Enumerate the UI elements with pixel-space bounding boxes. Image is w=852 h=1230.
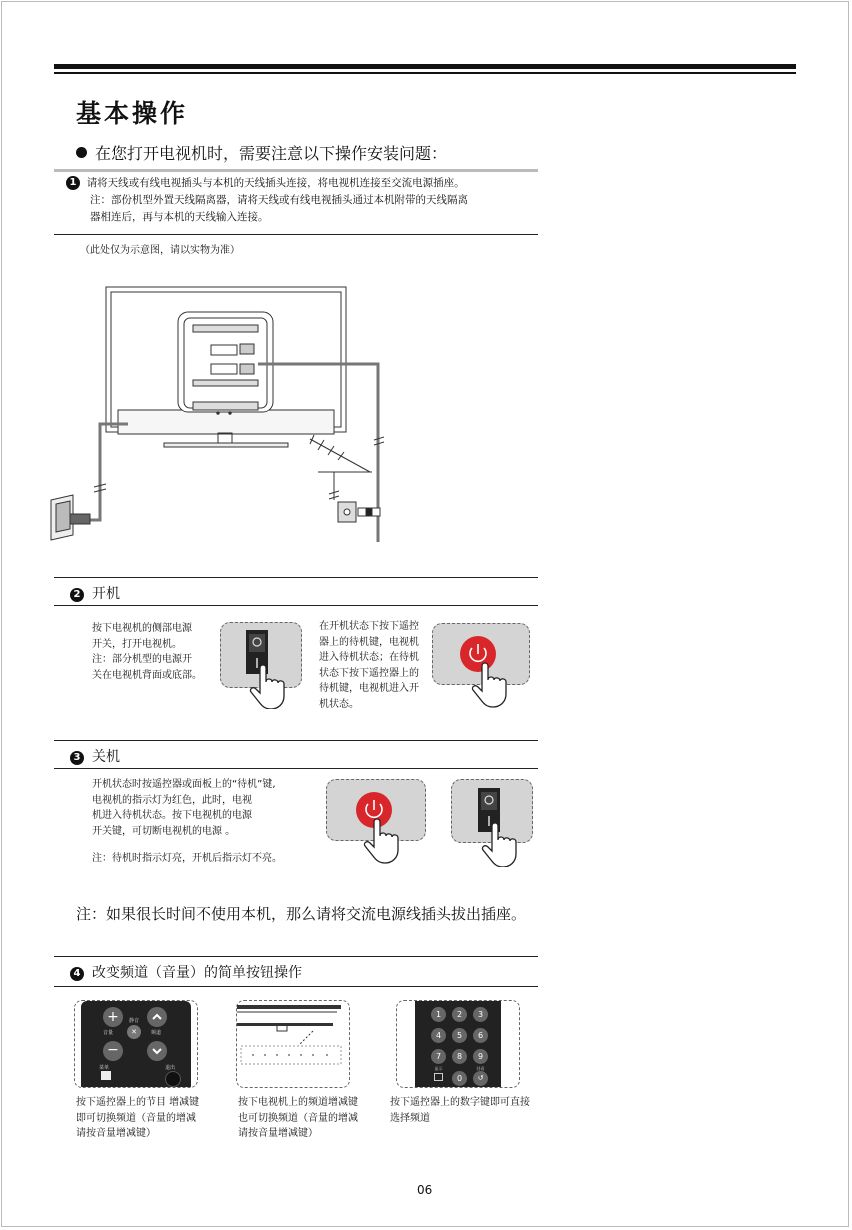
- caption-line: 按下遥控器上的节目 增减键: [76, 1097, 200, 1108]
- step2-left-text: [92, 621, 202, 683]
- caption-numpad: [390, 1095, 530, 1126]
- intro-text: [76, 141, 447, 164]
- page-title: 基本操作: [76, 99, 189, 128]
- tv-back-icon: [106, 287, 346, 447]
- step3-line: 开关键，可切断电视机的电源 。: [92, 825, 236, 837]
- caption-line: 选择频道: [390, 1112, 430, 1124]
- mute-icon: ✕: [127, 1025, 141, 1039]
- caption-tv-panel: [238, 1095, 358, 1142]
- step3-heading: [70, 746, 120, 766]
- step2-right-line: 器上的待机键，电视机: [319, 636, 419, 648]
- header-rule-thick: [54, 64, 796, 69]
- step2-left-line: 按下电视机的侧部电源: [92, 623, 192, 634]
- numpad-key: 7: [431, 1049, 446, 1064]
- numpad-key: 1: [431, 1007, 446, 1022]
- step2-right-line: 状态下按下遥控器上的: [319, 667, 419, 679]
- ch-label: 频道: [151, 1030, 162, 1036]
- step2-right-text: [319, 619, 419, 712]
- step3-bottom-rule: [54, 768, 538, 769]
- step1-block: [66, 175, 468, 226]
- numpad-grid: [431, 1007, 501, 1086]
- numpad-key: 2: [452, 1007, 467, 1022]
- numpad-key: 4: [431, 1028, 446, 1043]
- menu-label: 菜单: [99, 1065, 110, 1071]
- menu-icon: [101, 1071, 111, 1080]
- step2-right-line: 机状态。: [319, 698, 359, 710]
- step2-right-line: 在开机状态下按下遥控: [319, 621, 419, 632]
- step1-top-rule: [54, 169, 538, 172]
- tv-panel-keys: [236, 1000, 350, 1088]
- step1-bottom-rule: [54, 234, 538, 235]
- step4-bottom-rule: [54, 986, 538, 987]
- step1-line1: 请将天线或有线电视插头与本机的天线插头连接，将电视机连接至交流电源插座。: [86, 177, 465, 189]
- caption-line: 按下遥控器上的数字键即可直接: [390, 1097, 530, 1108]
- antenna-wall-plate-icon: [338, 502, 380, 522]
- step2-left-line: 关在电视机背面或底部。: [92, 669, 202, 681]
- numpad-key: 6: [473, 1028, 488, 1043]
- step3-title: 关机: [92, 749, 120, 765]
- page-number: 06: [417, 1183, 433, 1197]
- numpad-key: 8: [452, 1049, 467, 1064]
- step2-left-line: 注：部分机型的电源开: [92, 654, 192, 665]
- vol-down-icon: −: [103, 1041, 123, 1061]
- numpad-panel: [396, 1000, 520, 1088]
- step1-number-icon: 1: [66, 176, 80, 190]
- step3-text: [92, 777, 276, 839]
- step3-line: 开机状态时按遥控器或面板上的“待机”键,: [92, 779, 276, 790]
- step1-line2: 注：部份机型外置天线隔离器，请将天线或有线电视插头通过本机附带的天线隔离: [90, 194, 468, 206]
- step2-top-rule: [54, 577, 538, 578]
- numpad-small-label: 回看: [476, 1066, 485, 1071]
- numpad-small-label: 显示: [434, 1066, 443, 1071]
- numpad-body: [415, 1001, 501, 1087]
- header-rule-thin: [54, 72, 796, 74]
- numpad-key: 3: [473, 1007, 488, 1022]
- step2-heading: [70, 583, 120, 603]
- caption-remote: [76, 1095, 199, 1142]
- mute-label: 静音: [129, 1018, 140, 1024]
- tv-bottom-edge-illustration: [237, 1001, 349, 1087]
- caption-line: 也可切换频道（音量的增减: [238, 1112, 358, 1124]
- wall-socket-icon: [51, 495, 90, 540]
- step2-left-line: 开关，打开电视机。: [92, 638, 182, 650]
- step2-right-line: 进入待机状态；在待机: [319, 652, 419, 663]
- vol-label: 音量: [103, 1030, 114, 1036]
- exit-label: 退出: [165, 1065, 176, 1071]
- step2-number-icon: 2: [70, 588, 84, 602]
- tv-connection-diagram: [48, 282, 398, 547]
- rocker-switch-off-icon: [462, 782, 532, 867]
- remote-channel-panel: [74, 1000, 198, 1088]
- numpad-display-icon: [431, 1071, 446, 1084]
- caption-line: 请按音量增减键）: [238, 1128, 318, 1139]
- step4-top-rule: [54, 956, 538, 957]
- step3-top-rule: [54, 740, 538, 741]
- numpad-key: 0: [452, 1071, 467, 1086]
- step3-line: 电视机的指示灯为红色，此时，电视: [92, 794, 252, 806]
- diagram-note: （此处仅为示意图，请以实物为准）: [80, 245, 240, 256]
- standby-press-illustration: [452, 628, 522, 713]
- step4-number-icon: 4: [70, 967, 84, 981]
- step2-bottom-rule: [54, 605, 538, 606]
- step4-heading: [70, 962, 302, 982]
- caption-line: 按下电视机上的频道增减键: [238, 1097, 358, 1108]
- rocker-switch-icon: [230, 624, 300, 709]
- exit-icon: [165, 1071, 181, 1087]
- ch-up-icon: [147, 1007, 167, 1027]
- main-note: 注：如果很长时间不使用本机，那么请将交流电源线插头拔出插座。: [76, 905, 527, 923]
- recall-icon: ↺: [473, 1071, 488, 1086]
- step2-right-line: 待机键，电视机进入开: [319, 683, 419, 694]
- step3-note: 注：待机时指示灯亮，开机后指示灯不亮。: [92, 853, 282, 864]
- antenna-icon: [310, 435, 372, 500]
- numpad-key: 5: [452, 1028, 467, 1043]
- step2-title: 开机: [92, 586, 120, 602]
- ch-down-icon: [147, 1041, 167, 1061]
- step4-title: 改变频道（音量）的简单按钮操作: [92, 965, 302, 981]
- caption-line: 请按音量增减键）: [76, 1128, 156, 1139]
- caption-line: 即可切换频道（音量的增减: [76, 1112, 196, 1124]
- vol-up-icon: +: [103, 1007, 123, 1027]
- step3-number-icon: 3: [70, 751, 84, 765]
- bullet-icon: [76, 147, 87, 158]
- standby-off-illustration: [348, 784, 418, 869]
- power-cable: [83, 424, 128, 520]
- intro-label: 在您打开电视机时，需要注意以下操作安装问题：: [95, 144, 448, 163]
- step3-line: 机进入待机状态。按下电视机的电源: [92, 810, 252, 821]
- numpad-key: 9: [473, 1049, 488, 1064]
- remote-body: [81, 1001, 191, 1087]
- step1-line3: 器相连后，再与本机的天线输入连接。: [90, 211, 269, 223]
